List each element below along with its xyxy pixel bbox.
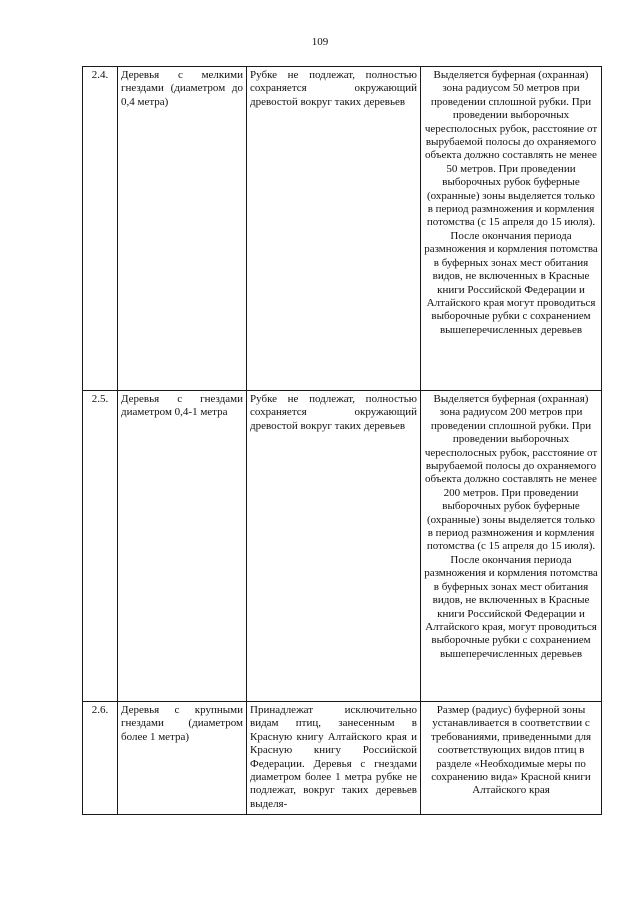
table-row [83,391,602,702]
protected-object: Деревья с крупными гнездами (диаметром более 1 метра) [118,702,247,815]
protection-rules-table [82,66,602,815]
buffer-zone-description: Выделяется буферная (охранная) зона радиусом 200 метров при проведении сплошной рубки. При проведении выборочных чересполосных рубок, расстояние от вырубаемой полосы до охраняемого объекта должно составлять не менее 200 метров. При проведении выборочных рубок буферные (охранные) зоны выделяется только в период размножения и кормления потомства (с 15 апреля до 15 июля). После окончания периода размножения и кормления потомства в буферных зонах мест обитания видов, не включенных в Красные книги Российской Федерации и Алтайского края, могут проводиться выборочные рубки с сохранением вышеперечисленных деревьев [421,391,602,702]
buffer-zone-description: Выделяется буферная (охранная) зона радиусом 50 метров при проведении сплошной рубки. При проведении выборочных чересполосных рубок, расстояние от вырубаемой полосы до охраняемого объекта должно составлять не менее 50 метров. При проведении выборочных рубок буферные (охранные) зоны выделяется только в период размножения и кормления потомства (с 15 апреля до 15 июля). После окончания периода размножения и кормления потомства в буферных зонах мест обитания видов, не включенных в Красные книги Российской Федерации и Алтайского края могут проводиться выборочные рубки с сохранением вышеперечисленных деревьев [421,67,602,391]
row-number: 2.4. [83,67,118,391]
page-number: 109 [311,36,329,48]
row-number: 2.6. [83,702,118,815]
protected-object: Деревья с мелкими гнездами (диаметром до 0,4 метра) [118,67,247,391]
felling-rule: Рубке не подлежат, полностью сохраняется окружающий древостой вокруг таких деревьев [247,391,421,702]
table-row [83,702,602,815]
felling-rule: Принадлежат исключительно видам птиц, занесенным в Красную книгу Алтайского края и Красную книгу Российской Федерации. Деревья с гнездами диаметром более 1 метра рубке не подлежат, вокруг таких деревьев выделя- [247,702,421,815]
protected-object: Деревья с гнездами диаметром 0,4-1 метра [118,391,247,702]
felling-rule: Рубке не подлежат, полностью сохраняется окружающий древостой вокруг таких деревьев [247,67,421,391]
row-number: 2.5. [83,391,118,702]
table-row [83,67,602,391]
buffer-zone-description: Размер (радиус) буферной зоны устанавливается в соответствии с требованиями, приведенными для соответствующих видов птиц в разделе «Необходимые меры по сохранению вида» Красной книги Алтайского края [421,702,602,815]
